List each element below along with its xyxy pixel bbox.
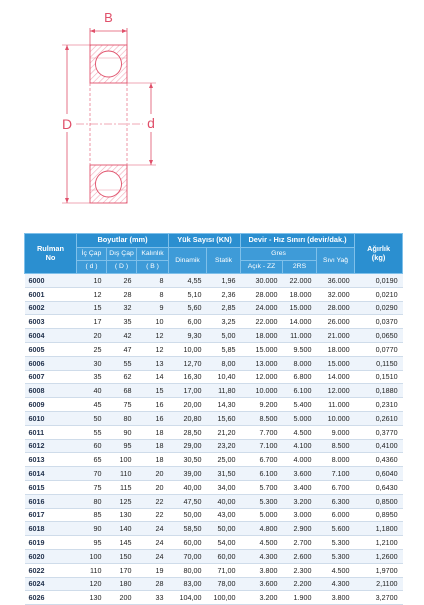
open-zz-speed-cell: 3.200 [241,591,283,605]
dynamic-load-cell: 17,00 [169,384,207,398]
bearing-no-cell: 6017 [25,508,77,522]
open-zz-speed-cell: 7.700 [241,425,283,439]
static-load-cell: 5,85 [207,342,241,356]
bearing-spec-table-container [24,233,402,605]
dynamic-load-cell: 5,10 [169,287,207,301]
open-zz-speed-cell: 18.000 [241,329,283,343]
open-zz-speed-cell: 4.300 [241,549,283,563]
table-row [25,549,403,563]
oil-speed-cell: 6.700 [317,480,355,494]
2rs-speed-cell: 4.000 [283,453,317,467]
outer-diameter-cell: 200 [107,591,137,605]
weight-cell: 1,2600 [355,549,403,563]
2rs-speed-cell: 3.400 [283,480,317,494]
outer-diameter-cell: 100 [107,453,137,467]
dynamic-load-cell: 6,00 [169,315,207,329]
weight-cell: 1,2100 [355,536,403,550]
inner-diameter-cell: 95 [77,536,107,550]
static-load-cell: 34,00 [207,480,241,494]
open-zz-speed-cell: 4.500 [241,536,283,550]
table-row [25,384,403,398]
static-load-cell: 8,00 [207,356,241,370]
bearing-no-cell: 6011 [25,425,77,439]
bearing-spec-table [24,233,403,605]
outer-diameter-cell: 80 [107,411,137,425]
upper-ring-section [90,45,127,83]
oil-speed-cell: 14.000 [317,370,355,384]
static-load-cell: 54,00 [207,536,241,550]
width-dimension [90,10,127,45]
dynamic-load-cell: 29,00 [169,439,207,453]
bearing-no-cell: 6018 [25,522,77,536]
width-cell: 19 [137,563,169,577]
width-cell: 24 [137,549,169,563]
table-row [25,301,403,315]
bearing-no-cell: 6024 [25,577,77,591]
static-load-cell: 5,00 [207,329,241,343]
table-row [25,480,403,494]
outer-diameter-cell: 28 [107,287,137,301]
dynamic-load-cell: 104,00 [169,591,207,605]
symbol-D-header: ( D ) [107,261,137,274]
bearing-no-cell: 6008 [25,384,77,398]
width-cell: 8 [137,274,169,288]
static-load-cell: 14,30 [207,398,241,412]
outer-diameter-cell: 26 [107,274,137,288]
width-cell: 33 [137,591,169,605]
width-cell: 12 [137,342,169,356]
table-row [25,508,403,522]
2rs-speed-cell: 15.000 [283,301,317,315]
oil-speed-cell: 3.800 [317,591,355,605]
outer-diameter-cell: 42 [107,329,137,343]
oil-speed-cell: 5.300 [317,549,355,563]
lower-ring-section [90,165,127,203]
outer-diameter-cell: 90 [107,425,137,439]
bearing-no-cell: 6005 [25,342,77,356]
dynamic-load-cell: 4,55 [169,274,207,288]
open-zz-speed-cell: 28.000 [241,287,283,301]
weight-cell: 0,1150 [355,356,403,370]
weight-cell: 0,4360 [355,453,403,467]
static-load-cell: 21,20 [207,425,241,439]
weight-cell: 0,2310 [355,398,403,412]
width-cell: 13 [137,356,169,370]
symbol-B-header: ( B ) [137,261,169,274]
width-cell: 18 [137,425,169,439]
oil-speed-cell: 11.000 [317,398,355,412]
bearing-no-cell: 6007 [25,370,77,384]
static-load-cell: 10,40 [207,370,241,384]
dynamic-load-cell: 10,00 [169,342,207,356]
static-load-cell: 1,96 [207,274,241,288]
2rs-speed-cell: 2.200 [283,577,317,591]
open-zz-speed-cell: 13.000 [241,356,283,370]
weight-cell: 2,1100 [355,577,403,591]
width-cell: 16 [137,398,169,412]
dynamic-load-cell: 12,70 [169,356,207,370]
dynamic-load-cell: 58,50 [169,522,207,536]
2rs-speed-cell: 14.000 [283,315,317,329]
outer-diameter-cell: 75 [107,398,137,412]
open-zz-speed-cell: 30.000 [241,274,283,288]
bearing-no-cell: 6002 [25,301,77,315]
inner-diameter-cell: 130 [77,591,107,605]
bearing-no-cell: 6019 [25,536,77,550]
inner-diameter-cell: 30 [77,356,107,370]
oil-speed-cell: 18.000 [317,342,355,356]
open-zz-speed-cell: 10.000 [241,384,283,398]
oil-speed-cell: 12.000 [317,384,355,398]
bearing-no-cell: 6003 [25,315,77,329]
bearing-no-cell: 6013 [25,453,77,467]
bearing-no-cell: 6022 [25,563,77,577]
weight-cell: 0,0770 [355,342,403,356]
bearing-no-cell: 6015 [25,480,77,494]
static-load-cell: 71,00 [207,563,241,577]
dynamic-load-cell: 83,00 [169,577,207,591]
width-cell: 18 [137,439,169,453]
2rs-speed-cell: 3.600 [283,467,317,481]
2rs-speed-cell: 4.100 [283,439,317,453]
open-zz-speed-cell: 6.700 [241,453,283,467]
static-load-cell: 2,36 [207,287,241,301]
inner-diameter-cell: 35 [77,370,107,384]
2rs-speed-cell: 11.000 [283,329,317,343]
table-row [25,287,403,301]
table-row [25,522,403,536]
table-row [25,467,403,481]
oil-speed-cell: 6.000 [317,508,355,522]
oil-speed-cell: 6.300 [317,494,355,508]
2rs-header: 2RS [283,261,317,274]
static-load-cell: 31,50 [207,467,241,481]
dynamic-load-cell: 50,00 [169,508,207,522]
table-row [25,425,403,439]
dynamic-load-cell: 39,00 [169,467,207,481]
table-row [25,439,403,453]
outer-diameter-cell: 62 [107,370,137,384]
inner-diameter-cell: 45 [77,398,107,412]
inner-diameter-cell: 90 [77,522,107,536]
table-row [25,356,403,370]
dynamic-load-cell: 16,30 [169,370,207,384]
bearing-no-cell: 6009 [25,398,77,412]
static-load-cell: 25,00 [207,453,241,467]
inner-diameter-cell: 70 [77,467,107,481]
bearing-no-cell: 6001 [25,287,77,301]
weight-cell: 0,6040 [355,467,403,481]
width-cell: 24 [137,522,169,536]
width-cell: 16 [137,411,169,425]
2rs-speed-cell: 3.000 [283,508,317,522]
oil-speed-cell: 5.600 [317,522,355,536]
load-header: Yük Sayısı (KN) [169,234,241,248]
inner-diameter-cell: 20 [77,329,107,343]
open-zz-speed-cell: 9.200 [241,398,283,412]
width-cell: 12 [137,329,169,343]
static-header: Statik [207,248,241,274]
width-header: Kalınlık [137,248,169,261]
outer-diameter-cell: 150 [107,549,137,563]
2rs-speed-cell: 1.900 [283,591,317,605]
inner-diameter-cell: 75 [77,480,107,494]
weight-cell: 1,9700 [355,563,403,577]
outer-diameter-header: Dış Çap [107,248,137,261]
table-row [25,274,403,288]
dynamic-load-cell: 40,00 [169,480,207,494]
dynamic-load-cell: 30,50 [169,453,207,467]
inner-diameter-cell: 17 [77,315,107,329]
width-cell: 24 [137,536,169,550]
bearing-no-cell: 6016 [25,494,77,508]
inner-diameter-cell: 50 [77,411,107,425]
inner-diameter-cell: 65 [77,453,107,467]
weight-header: Ağırlık (kg) [355,234,403,274]
weight-cell: 3,2700 [355,591,403,605]
outer-diameter-cell: 35 [107,315,137,329]
inner-diameter-cell: 25 [77,342,107,356]
weight-cell: 0,0210 [355,287,403,301]
outer-diameter-cell: 47 [107,342,137,356]
oil-speed-cell: 4.500 [317,563,355,577]
inner-diameter-header: İç Çap [77,248,107,261]
width-cell: 8 [137,287,169,301]
bearing-no-cell: 6000 [25,274,77,288]
bearing-no-cell: 6014 [25,467,77,481]
bearing-no-cell: 6006 [25,356,77,370]
inner-diameter-cell: 110 [77,563,107,577]
bearing-cross-section-drawing [0,0,424,225]
oil-speed-cell: 8.000 [317,453,355,467]
table-row [25,329,403,343]
dynamic-load-cell: 20,80 [169,411,207,425]
weight-cell: 0,0650 [355,329,403,343]
2rs-speed-cell: 8.000 [283,356,317,370]
outer-diameter-cell: 32 [107,301,137,315]
bearing-no-header: Rulman No [25,234,77,274]
table-row [25,398,403,412]
dynamic-load-cell: 60,00 [169,536,207,550]
static-load-cell: 40,00 [207,494,241,508]
speed-limit-header: Devir - Hız Sınırı (devir/dak.) [241,234,355,248]
inner-diameter-cell: 40 [77,384,107,398]
dynamic-load-cell: 80,00 [169,563,207,577]
open-zz-header: Açık - ZZ [241,261,283,274]
static-load-cell: 43,00 [207,508,241,522]
outer-diameter-cell: 110 [107,467,137,481]
oil-speed-cell: 5.300 [317,536,355,550]
static-load-cell: 11,80 [207,384,241,398]
symbol-d-header: ( d ) [77,261,107,274]
open-zz-speed-cell: 5.700 [241,480,283,494]
table-row [25,577,403,591]
oil-speed-cell: 28.000 [317,301,355,315]
table-row [25,370,403,384]
static-load-cell: 2,85 [207,301,241,315]
2rs-speed-cell: 22.000 [283,274,317,288]
static-load-cell: 78,00 [207,577,241,591]
2rs-speed-cell: 4.500 [283,425,317,439]
inner-diameter-label: d [147,115,155,131]
dynamic-load-cell: 20,00 [169,398,207,412]
weight-cell: 1,1800 [355,522,403,536]
table-row [25,563,403,577]
open-zz-speed-cell: 7.100 [241,439,283,453]
weight-cell: 0,0290 [355,301,403,315]
weight-cell: 0,0370 [355,315,403,329]
width-label: B [104,10,113,25]
width-cell: 18 [137,453,169,467]
inner-diameter-cell: 80 [77,494,107,508]
width-cell: 15 [137,384,169,398]
table-row [25,411,403,425]
oil-speed-cell: 26.000 [317,315,355,329]
2rs-speed-cell: 2.700 [283,536,317,550]
oil-speed-cell: 7.100 [317,467,355,481]
dimensions-header: Boyutlar (mm) [77,234,169,248]
2rs-speed-cell: 2.300 [283,563,317,577]
bearing-no-cell: 6020 [25,549,77,563]
width-cell: 20 [137,467,169,481]
open-zz-speed-cell: 3.800 [241,563,283,577]
2rs-speed-cell: 3.200 [283,494,317,508]
inner-diameter-cell: 60 [77,439,107,453]
2rs-speed-cell: 2.900 [283,522,317,536]
2rs-speed-cell: 5.000 [283,411,317,425]
outer-diameter-label: D [61,116,73,132]
oil-speed-cell: 9.000 [317,425,355,439]
table-row [25,453,403,467]
weight-cell: 0,6430 [355,480,403,494]
inner-diameter-cell: 85 [77,508,107,522]
outer-diameter-cell: 95 [107,439,137,453]
open-zz-speed-cell: 12.000 [241,370,283,384]
table-row [25,315,403,329]
outer-diameter-cell: 68 [107,384,137,398]
2rs-speed-cell: 6.800 [283,370,317,384]
width-cell: 28 [137,577,169,591]
dynamic-load-cell: 70,00 [169,549,207,563]
static-load-cell: 60,00 [207,549,241,563]
bearing-no-cell: 6026 [25,591,77,605]
static-load-cell: 15,60 [207,411,241,425]
dynamic-load-cell: 9,30 [169,329,207,343]
dynamic-load-cell: 28,50 [169,425,207,439]
oil-speed-cell: 36.000 [317,274,355,288]
weight-cell: 0,8950 [355,508,403,522]
dynamic-load-cell: 5,60 [169,301,207,315]
width-cell: 10 [137,315,169,329]
oil-speed-cell: 10.000 [317,411,355,425]
inner-diameter-cell: 10 [77,274,107,288]
2rs-speed-cell: 9.500 [283,342,317,356]
outer-diameter-cell: 130 [107,508,137,522]
open-zz-speed-cell: 3.600 [241,577,283,591]
table-row [25,342,403,356]
static-load-cell: 3,25 [207,315,241,329]
2rs-speed-cell: 6.100 [283,384,317,398]
oil-speed-cell: 4.300 [317,577,355,591]
bearing-no-cell: 6010 [25,411,77,425]
table-row [25,494,403,508]
open-zz-speed-cell: 6.100 [241,467,283,481]
2rs-speed-cell: 2.600 [283,549,317,563]
dynamic-load-cell: 47,50 [169,494,207,508]
outer-diameter-cell: 170 [107,563,137,577]
outer-diameter-cell: 115 [107,480,137,494]
bearing-spec-rows [25,274,403,605]
width-cell: 9 [137,301,169,315]
table-row [25,536,403,550]
weight-cell: 0,4100 [355,439,403,453]
outer-diameter-cell: 55 [107,356,137,370]
open-zz-speed-cell: 4.800 [241,522,283,536]
grease-header: Gres [241,248,317,261]
inner-diameter-cell: 100 [77,549,107,563]
width-cell: 22 [137,508,169,522]
open-zz-speed-cell: 24.000 [241,301,283,315]
inner-diameter-cell: 55 [77,425,107,439]
2rs-speed-cell: 5.400 [283,398,317,412]
open-zz-speed-cell: 22.000 [241,315,283,329]
weight-cell: 0,0190 [355,274,403,288]
width-cell: 14 [137,370,169,384]
outer-diameter-cell: 180 [107,577,137,591]
open-zz-speed-cell: 8.500 [241,411,283,425]
open-zz-speed-cell: 5.000 [241,508,283,522]
weight-cell: 0,3770 [355,425,403,439]
oil-speed-cell: 15.000 [317,356,355,370]
bearing-no-cell: 6012 [25,439,77,453]
oil-speed-cell: 8.500 [317,439,355,453]
inner-diameter-cell: 12 [77,287,107,301]
outer-diameter-dimension [59,45,90,203]
weight-cell: 0,1880 [355,384,403,398]
outer-diameter-cell: 140 [107,522,137,536]
outer-diameter-cell: 145 [107,536,137,550]
static-load-cell: 50,00 [207,522,241,536]
static-load-cell: 23,20 [207,439,241,453]
inner-diameter-dimension [127,83,159,165]
2rs-speed-cell: 18.000 [283,287,317,301]
oil-header: Sıvı Yağ [317,248,355,274]
oil-speed-cell: 32.000 [317,287,355,301]
weight-cell: 0,8500 [355,494,403,508]
outer-diameter-cell: 125 [107,494,137,508]
width-cell: 20 [137,480,169,494]
open-zz-speed-cell: 5.300 [241,494,283,508]
inner-diameter-cell: 15 [77,301,107,315]
inner-diameter-cell: 120 [77,577,107,591]
weight-cell: 0,2610 [355,411,403,425]
dynamic-header: Dinamik [169,248,207,274]
oil-speed-cell: 21.000 [317,329,355,343]
table-row [25,591,403,605]
width-cell: 22 [137,494,169,508]
weight-cell: 0,1510 [355,370,403,384]
static-load-cell: 100,00 [207,591,241,605]
open-zz-speed-cell: 15.000 [241,342,283,356]
bearing-no-cell: 6004 [25,329,77,343]
